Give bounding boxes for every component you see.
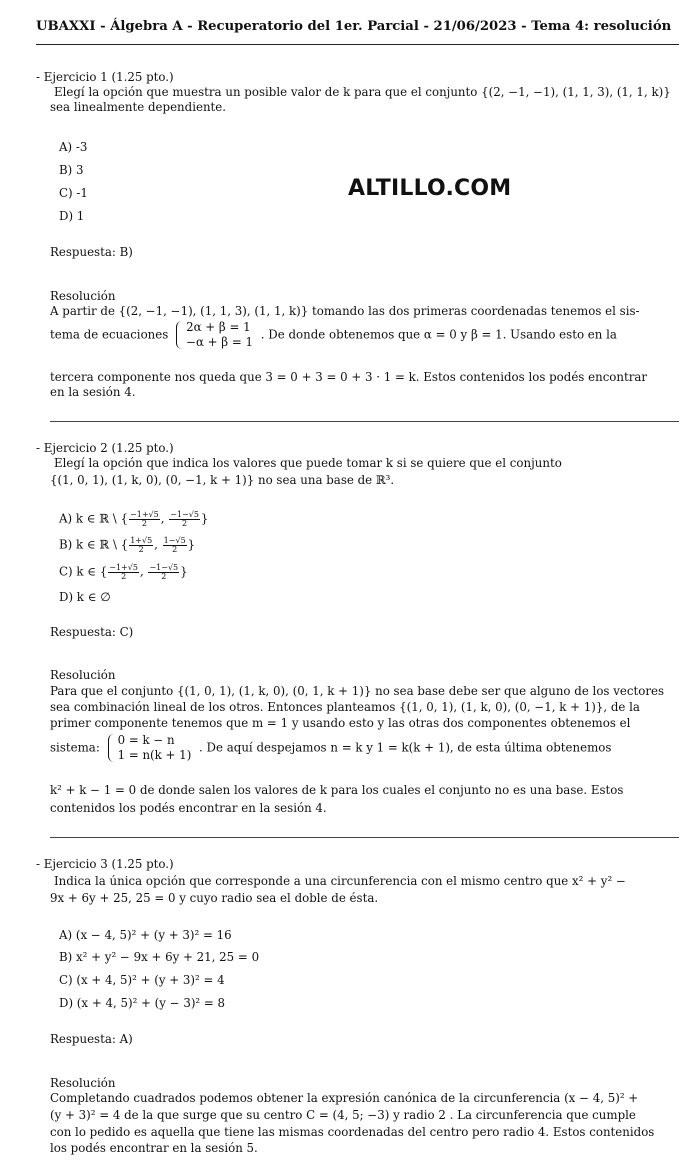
exercise-1-system-result: . De donde obtenemos que α = 0 y β = 1. Usando esto en la xyxy=(260,327,617,342)
section-divider xyxy=(50,421,679,422)
watermark-logo: ALTILLO.COM xyxy=(348,176,512,201)
exercise-3-option-b: B) x² + y² − 9x + 6y + 21, 25 = 0 xyxy=(59,950,260,964)
exercise-2-heading: - Ejercicio 2 (1.25 pto.) xyxy=(36,441,174,455)
exercise-1-equation-2: −α + β = 1 xyxy=(186,335,254,349)
exercise-2-option-d: D) k ∈ ∅ xyxy=(59,590,111,604)
exercise-3-resolution-line-4: los podés encontrar en la sesión 5. xyxy=(50,1141,258,1155)
fraction: $\frac{-1-√5}{2}$ xyxy=(170,510,199,528)
brace-icon xyxy=(176,321,184,349)
exercise-3-answer: Respuesta: A) xyxy=(50,1032,133,1046)
exercise-1-option-b: B) 3 xyxy=(59,163,84,177)
exercise-2-resolution-line-2: sea combinación lineal de los otros. Entonces planteamos {(1, 0, 1), (1, k, 0), (0, −1, k + 1)}, de la xyxy=(50,700,640,714)
exercise-3-resolution-title: Resolución xyxy=(50,1076,116,1090)
exercise-1-resolution-line-3: tercera componente nos queda que 3 = 0 + 3 = 0 + 3 · 1 = k. Estos contenidos los podés encontrar xyxy=(50,370,648,384)
exercise-2-equation-1: 0 = k − n xyxy=(117,733,175,747)
exercise-3-option-a: A) (x − 4, 5)² + (y + 3)² = 16 xyxy=(59,928,232,942)
exercise-3-heading: - Ejercicio 3 (1.25 pto.) xyxy=(36,857,174,871)
exercise-2-answer: Respuesta: C) xyxy=(50,625,134,639)
exercise-1-question-line-2: sea linealmente dependiente. xyxy=(50,100,227,114)
exercise-1-resolution-line-1: A partir de {(2, −1, −1), (1, 1, 3), (1, 1, k)} tomando las dos primeras coordenadas tenemos el sis- xyxy=(50,304,640,318)
exercise-2-option-b: B) k ∈ ℝ \ { $\frac{1+√5}{2}$ , $\frac{1-√5}{2}$ } xyxy=(59,536,196,554)
exercise-3-option-d: D) (x + 4, 5)² + (y − 3)² = 8 xyxy=(59,996,226,1010)
page-title: UBAXXI - Álgebra A - Recuperatorio del 1er. Parcial - 21/06/2023 - Tema 4: resolución xyxy=(36,19,672,34)
exercise-2-resolution-title: Resolución xyxy=(50,668,116,682)
section-divider xyxy=(50,837,679,838)
exercise-1-option-a: A) -3 xyxy=(59,140,88,154)
fraction: $\frac{1-√5}{2}$ xyxy=(163,536,186,554)
title-divider xyxy=(36,44,679,45)
exercise-3-question-line-2: 9x + 6y + 25, 25 = 0 y cuyo radio sea el doble de ésta. xyxy=(50,891,379,905)
exercise-3-option-c: C) (x + 4, 5)² + (y + 3)² = 4 xyxy=(59,973,225,987)
exercise-1-answer: Respuesta: B) xyxy=(50,245,133,259)
fraction: $\frac{-1-√5}{2}$ xyxy=(149,563,179,581)
exercise-2-question-line-2: {(1, 0, 1), (1, k, 0), (0, −1, k + 1)} no sea una base de ℝ³. xyxy=(50,473,395,487)
exercise-2-resolution-line-6: contenidos los podés encontrar en la sesión 4. xyxy=(50,801,327,815)
fraction: $\frac{-1+√5}{2}$ xyxy=(109,563,138,581)
exercise-3-resolution-line-2: (y + 3)² = 4 de la que surge que su centro C = (4, 5; −3) y radio 2 . La circunferencia que cumple xyxy=(50,1108,636,1122)
exercise-2-question-line-1: Elegí la opción que indica los valores que puede tomar k si se quiere que el conjunto xyxy=(54,456,562,470)
exercise-1-heading: - Ejercicio 1 (1.25 pto.) xyxy=(36,70,174,84)
exercise-1-question-line-1: Elegí la opción que muestra un posible valor de k para que el conjunto {(2, −1, −1), (1, 1, 3), (1, 1, k)} xyxy=(54,85,671,99)
fraction: $\frac{-1+√5}{2}$ xyxy=(130,510,159,528)
exercise-1-resolution-line-4: en la sesión 4. xyxy=(50,385,136,399)
brace-icon xyxy=(108,734,116,762)
exercise-2-system-result: . De aquí despejamos n = k y 1 = k(k + 1), de esta última obtenemos xyxy=(199,740,612,755)
exercise-1-system-intro: tema de ecuaciones xyxy=(50,327,169,342)
exercise-3-question-line-1: Indica la única opción que corresponde a una circunferencia con el mismo centro que x² + y² − xyxy=(54,874,626,888)
exercise-2-resolution-line-1: Para que el conjunto {(1, 0, 1), (1, k, 0), (0, 1, k + 1)} no sea base debe ser que alguno de los vectores xyxy=(50,684,664,698)
exercise-1-equation-system xyxy=(176,320,253,350)
exercise-3-resolution-line-3: con lo pedido es aquella que tiene las mismas coordenadas del centro pero radio 4. Estos contenidos xyxy=(50,1125,655,1139)
exercise-1-option-c: C) -1 xyxy=(59,186,88,200)
exercise-2-equation-system xyxy=(108,733,192,763)
exercise-1-option-d: D) 1 xyxy=(59,209,85,223)
exercise-2-resolution-line-3: primer componente tenemos que m = 1 y usando esto y las otras dos componentes obtenemos el xyxy=(50,716,631,730)
exercise-2-resolution-line-4 xyxy=(50,733,611,763)
exercise-1-resolution-line-2 xyxy=(50,320,617,350)
exercise-2-system-intro: sistema: xyxy=(50,740,100,755)
exercise-2-resolution-line-5: k² + k − 1 = 0 de donde salen los valores de k para los cuales el conjunto no es una base. Estos xyxy=(50,783,624,797)
exercise-3-resolution-line-1: Completando cuadrados podemos obtener la expresión canónica de la circunferencia (x − 4, 5)² + xyxy=(50,1091,639,1105)
exercise-1-equation-1: 2α + β = 1 xyxy=(186,320,251,334)
exercise-2-equation-2: 1 = n(k + 1) xyxy=(117,748,192,762)
exercise-1-resolution-title: Resolución xyxy=(50,289,116,303)
fraction: $\frac{1+√5}{2}$ xyxy=(130,536,153,554)
exercise-2-option-a: A) k ∈ ℝ \ { $\frac{-1+√5}{2}$ , $\frac{-1-√5}{2}$ } xyxy=(59,510,209,528)
exercise-2-option-c: C) k ∈ { $\frac{-1+√5}{2}$ , $\frac{-1-√5}{2}$ } xyxy=(59,563,188,581)
